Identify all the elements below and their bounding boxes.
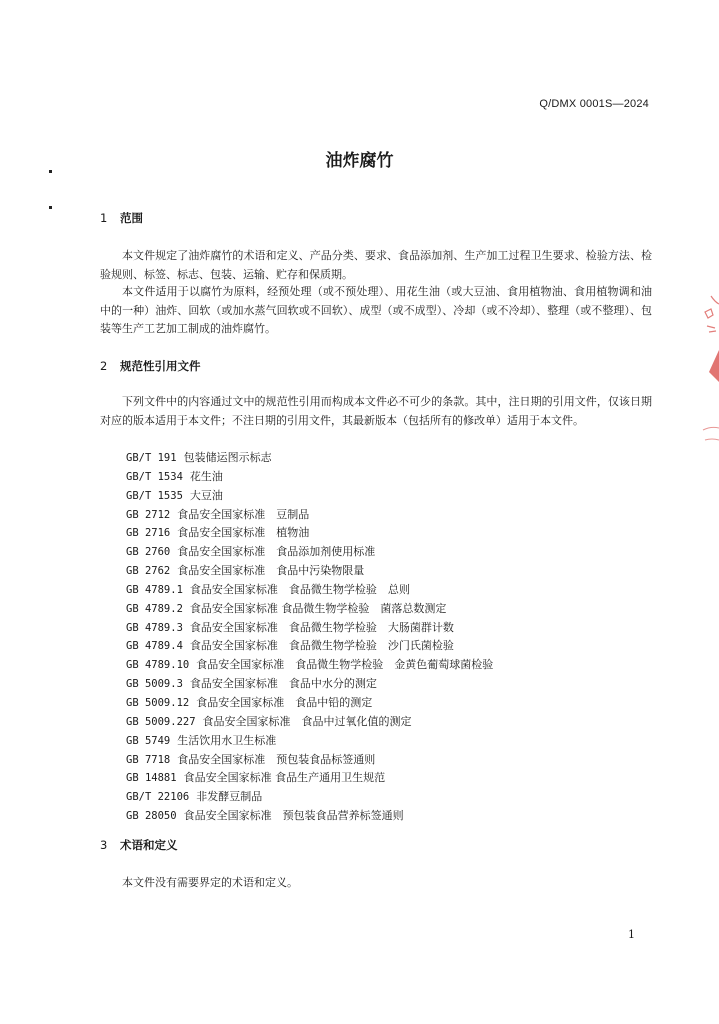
reference-item: GB 4789.2 食品安全国家标准 食品微生物学检验 菌落总数测定 (126, 601, 447, 615)
reference-item: GB/T 1534 花生油 (126, 469, 223, 483)
reference-item: GB 14881 食品安全国家标准 食品生产通用卫生规范 (126, 771, 386, 785)
terms-paragraph: 本文件没有需要界定的术语和定义。 (122, 876, 298, 889)
reference-item: GB 5749 生活饮用水卫生标准 (126, 733, 277, 747)
reference-item: GB 5009.3 食品安全国家标准 食品中水分的测定 (126, 677, 377, 691)
reference-item: GB/T 22106 非发酵豆制品 (126, 790, 263, 804)
section-heading-normative-references (100, 358, 201, 374)
reference-item: GB 2760 食品安全国家标准 食品添加剂使用标准 (126, 545, 376, 559)
reference-item: GB 4789.1 食品安全国家标准 食品微生物学检验 总则 (126, 582, 410, 596)
margin-mark (49, 206, 52, 209)
reference-list (126, 449, 493, 826)
reference-item: GB 5009.227 食品安全国家标准 食品中过氧化值的测定 (126, 714, 412, 728)
section-heading-terms-definitions (100, 837, 178, 853)
reference-item: GB 5009.12 食品安全国家标准 食品中铅的测定 (126, 695, 373, 709)
section-number: 3 (100, 838, 108, 852)
section-title: 规范性引用文件 (120, 359, 201, 373)
reference-item: GB/T 191 包装储运图示标志 (126, 451, 272, 464)
reference-item: GB 2716 食品安全国家标准 植物油 (126, 526, 310, 540)
section-heading-scope (100, 210, 143, 226)
scope-paragraph-2: 本文件适用于以腐竹为原料，经预处理（或不预处理）、用花生油（或大豆油、食用植物油、食用植物调和油中的一种）油炸、回软（或加水蒸气回软或不回软）、成型（或不成型）、冷却（或不冷却）、整理（或不整理）、包装等生产工艺加工制成的油炸腐竹。 (100, 285, 652, 335)
references-intro-paragraph: 下列文件中的内容通过文中的规范性引用而构成本文件必不可少的条款。其中，注日期的引用文件，仅该日期对应的版本适用于本文件；不注日期的引用文件，其最新版本（包括所有的修改单）适用于本文件。 (100, 395, 652, 427)
reference-item: GB 7718 食品安全国家标准 预包装食品标签通则 (126, 752, 376, 766)
margin-mark (49, 170, 52, 173)
document-id: Q/DMX 0001S—2024 (539, 98, 649, 110)
document-title: 油炸腐竹 (325, 151, 394, 171)
section-title: 术语和定义 (120, 838, 178, 852)
section-number: 2 (100, 359, 108, 373)
reference-item: GB/T 1535 大豆油 (126, 488, 223, 502)
reference-item: GB 2712 食品安全国家标准 豆制品 (126, 507, 310, 521)
seal-stamp-icon (697, 290, 719, 460)
section-number: 1 (100, 211, 108, 225)
reference-item: GB 4789.10 食品安全国家标准 食品微生物学检验 金黄色葡萄球菌检验 (126, 658, 494, 672)
reference-item: GB 28050 食品安全国家标准 预包装食品营养标签通则 (126, 809, 404, 823)
reference-item: GB 4789.4 食品安全国家标准 食品微生物学检验 沙门氏菌检验 (126, 639, 454, 653)
page-number: 1 (628, 928, 635, 941)
reference-item: GB 2762 食品安全国家标准 食品中污染物限量 (126, 564, 365, 578)
reference-item: GB 4789.3 食品安全国家标准 食品微生物学检验 大肠菌群计数 (126, 620, 454, 634)
scope-paragraph-1: 本文件规定了油炸腐竹的术语和定义、产品分类、要求、食品添加剂、生产加工过程卫生要求、检验方法、检验规则、标签、标志、包装、运输、贮存和保质期。 (100, 249, 652, 281)
section-title: 范围 (120, 211, 143, 225)
